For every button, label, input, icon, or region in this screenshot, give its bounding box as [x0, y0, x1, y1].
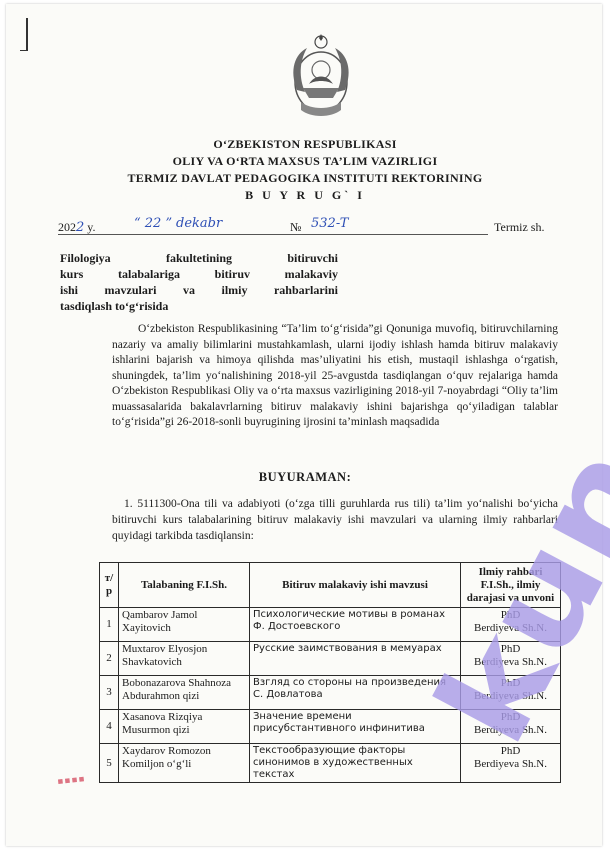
state-emblem-icon [283, 30, 359, 126]
corner-mark [20, 18, 28, 51]
student-name: Xaydarov Romozon Komiljon o‘g‘li [119, 744, 250, 783]
year-prefix: 202 [58, 220, 76, 234]
header-republic: O‘ZBEKISTON RESPUBLIKASI [213, 137, 397, 151]
supervisor-name: Berdiyeva Sh.N. [473, 656, 547, 668]
order-month: dekabr [176, 216, 223, 231]
table-row [100, 744, 561, 783]
supervisor [461, 744, 561, 783]
supervisor-degree: PhD [500, 609, 521, 621]
supervisor-degree: PhD [500, 745, 521, 757]
order-year [58, 220, 96, 235]
supervisor-degree: PhD [500, 643, 521, 655]
header-institute: TERMIZ DAVLAT PEDAGOGIKA INSTITUTI REKTORINING [127, 171, 483, 185]
col-supervisor: Ilmiy rahbari F.I.Sh., ilmiy darajasi va unvoni [461, 563, 561, 608]
thesis-theme: Значение времени присубстантивного инфинитива [250, 710, 461, 744]
order-subject [60, 250, 338, 314]
red-stamp-mark: ▪▪▪▪ [56, 774, 87, 788]
col-name: Talabaning F.I.Sh. [119, 563, 250, 608]
subject-line: Filologiya fakultetining bitiruvchi [60, 251, 338, 265]
subject-line: ishi mavzulari va ilmiy rahbarlarini [60, 283, 338, 297]
header-ministry: OLIY VA O‘RTA MAXSUS TA’LIM VAZIRLIGI [172, 154, 438, 168]
supervisor-name: Berdiyeva Sh.N. [473, 622, 547, 634]
number-label: № [290, 220, 302, 234]
table-row [100, 608, 561, 642]
order-day: “ 22 ” [134, 216, 173, 231]
student-name: Bobonazarova Shahnoza Abdurahmon qizi [119, 676, 250, 710]
thesis-theme: Взгляд со стороны на произведения С. Довлатова [250, 676, 461, 710]
order-item-1: 1. 5111300-Ona tili va adabiyoti (o‘zga tilli guruhlarda rus tili) ta’lim yo‘nalishi bo‘yicha bitiruvchi kurs talabalarining bitiruv malakaviy ishi mavzulari va ularning ilmiy rahbarlari quyidagi tarkibda tasdiqlansin: [112, 498, 558, 542]
table-row [100, 642, 561, 676]
table-row [100, 710, 561, 744]
supervisor [461, 642, 561, 676]
col-no: т/р [100, 563, 119, 608]
order-city: Termiz sh. [494, 220, 545, 234]
date-number-line [58, 218, 548, 242]
students-table [99, 562, 561, 783]
supervisor-degree: PhD [500, 677, 521, 689]
underline-rule [58, 234, 488, 235]
order-number: 532-T [311, 216, 349, 231]
subject-line: kurs talabalariga bitiruv malakaviy [60, 267, 338, 281]
col-theme: Bitiruv malakaviy ishi mavzusi [250, 563, 461, 608]
preamble-paragraph: O‘zbekiston Respublikasining “Ta’lim to‘g‘risida”gi Qonuniga muvofiq, bitiruvchilarning nazariy va amaliy bilimlarini mustahkamlash, ularni ijodiy ishlash hamda bitiruv malakaviy ishlarini bajarish va himoya qilishda mas’uliyatini his etish, mustaqil ishlashga o‘rgatish, shuningdek, ta’lim yo‘nalishining 2018-yil 25-avgustda tasdiqlangan o‘quv rejalariga hamda O‘zbekiston Respublikasi Oliy va o‘rta maxsus vazirligining 2018-yil 7-noyabrdagi “Oliy ta’lim muassasalarida bakalavrlarning bitiruv malakaviy ishini bajarishga qo‘yiladigan talablar to‘g‘risida”gi 26-2018-sonli buyrugining ijrosini ta’minlash maqsadida [112, 323, 558, 428]
supervisor-name: Berdiyeva Sh.N. [473, 724, 547, 736]
order-heading: BUYURAMAN: [258, 470, 352, 484]
thesis-theme: Русские заимствования в мемуарах [250, 642, 461, 676]
supervisor [461, 710, 561, 744]
thesis-theme: Психологические мотивы в романах Ф. Достоевского [250, 608, 461, 642]
student-name: Muxtarov Elyosjon Shavkatovich [119, 642, 250, 676]
supervisor-name: Berdiyeva Sh.N. [473, 758, 547, 770]
header-doc-type: B U Y R U G` I [245, 188, 365, 202]
student-name: Qambarov Jamol Xayitovich [119, 608, 250, 642]
supervisor-name: Berdiyeva Sh.N. [473, 690, 547, 702]
student-name: Xasanova Rizqiya Musurmon qizi [119, 710, 250, 744]
row-no: 3 [100, 676, 119, 710]
row-no: 4 [100, 710, 119, 744]
row-no: 1 [100, 608, 119, 642]
supervisor-degree: PhD [500, 711, 521, 723]
year-suffix: y. [87, 220, 96, 234]
supervisor [461, 608, 561, 642]
table-header-row [100, 563, 561, 608]
row-no: 5 [100, 744, 119, 783]
subject-line: tasdiqlash to‘g‘risida [60, 299, 169, 313]
row-no: 2 [100, 642, 119, 676]
table-row [100, 676, 561, 710]
thesis-theme: Текстообразующие факторы синонимов в художественных текстах [250, 744, 461, 783]
supervisor [461, 676, 561, 710]
year-handwritten: 2 [76, 220, 85, 235]
